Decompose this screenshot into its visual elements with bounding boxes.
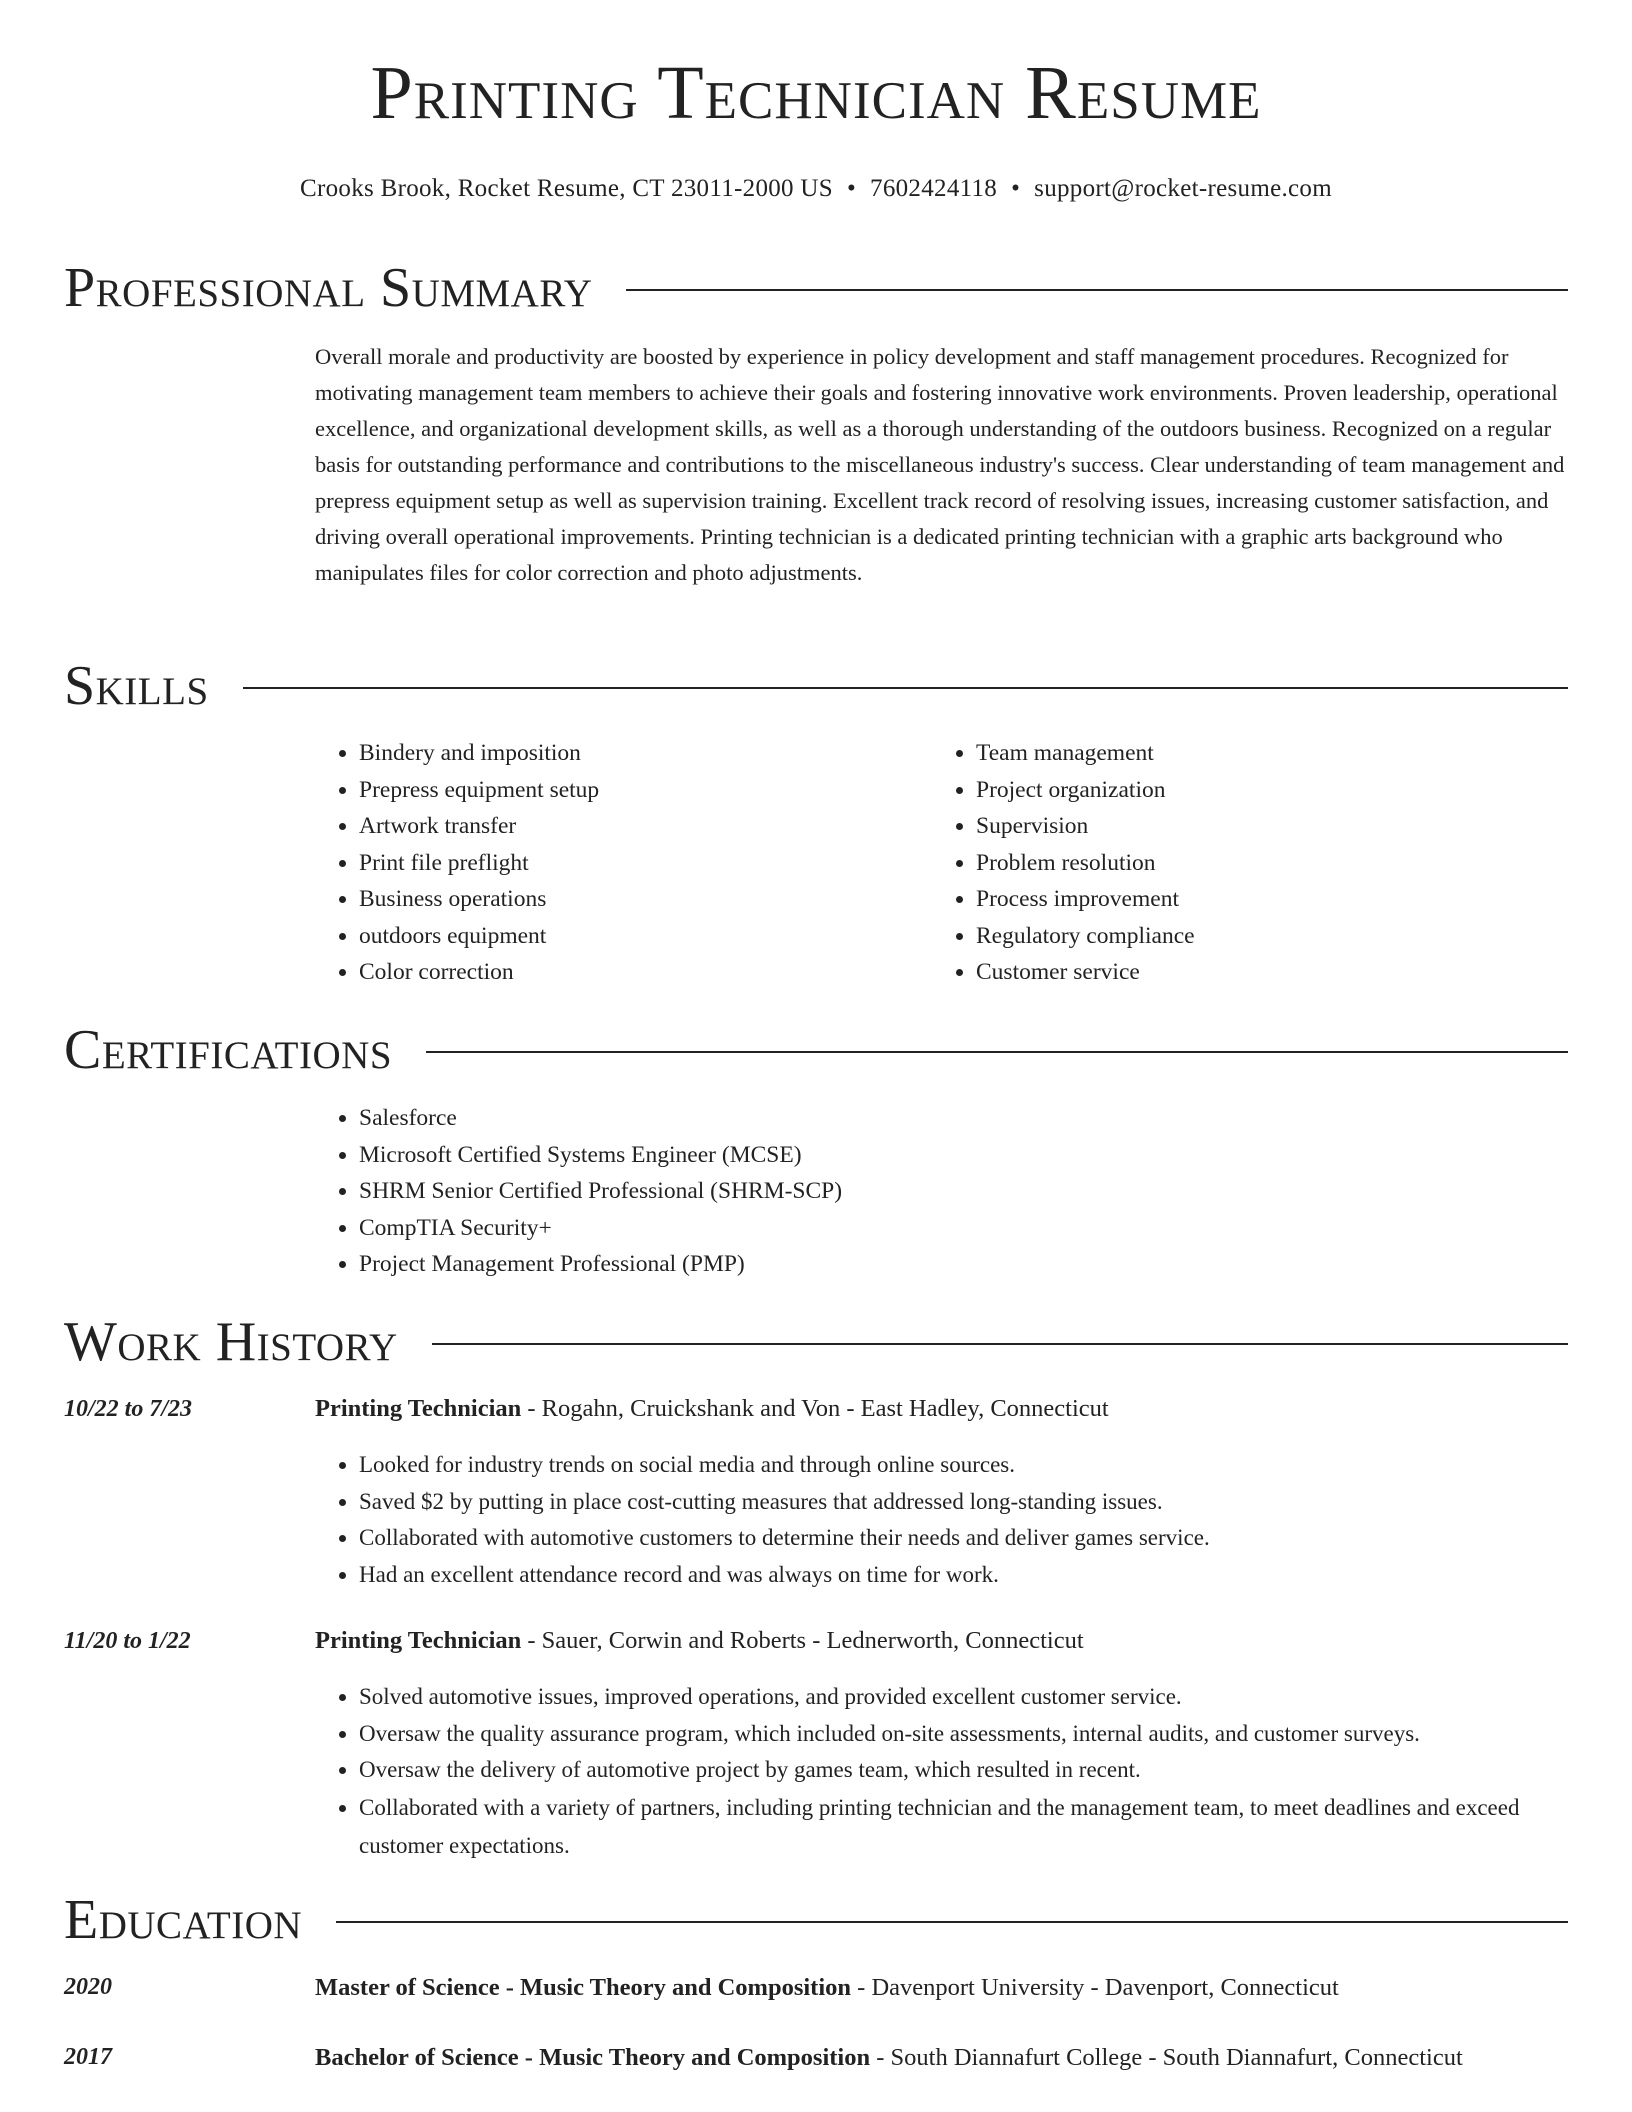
skill-item: • Color correction [359, 954, 875, 991]
education-entry [315, 1968, 1515, 2008]
skills-column-left [315, 735, 875, 991]
education-year: 2020 [64, 1974, 112, 2000]
skill-item: • Team management [976, 735, 1532, 772]
skill-item: • Process improvement [976, 881, 1532, 918]
education-details: - Davenport University - Davenport, Connecticut [851, 1974, 1339, 2001]
section-header-work-history [64, 1311, 1568, 1373]
job-duty-item: • Collaborated with automotive customers to determine their needs and deliver games service. [359, 1520, 1577, 1557]
job-duty-item: • Saved $2 by putting in place cost-cutting measures that addressed long-standing issues. [359, 1484, 1577, 1521]
contact-separator: • [1011, 175, 1021, 202]
contact-separator: • [846, 175, 857, 202]
skill-item: • Prepress equipment setup [359, 772, 875, 809]
education-entry [315, 2038, 1515, 2078]
section-header-education [64, 1889, 1568, 1951]
certifications-list [315, 1100, 1515, 1283]
job-duty-item: • Looked for industry trends on social media and through online sources. [359, 1447, 1577, 1484]
section-title-certifications: Certifications [64, 1019, 393, 1081]
skill-item: • Print file preflight [359, 845, 875, 882]
section-divider [426, 1051, 1568, 1053]
job-duty-item: • Solved automotive issues, improved operations, and provided excellent customer service. [359, 1679, 1577, 1716]
job-dates: 10/22 to 7/23 [64, 1396, 193, 1422]
skills-list-right [932, 735, 1532, 991]
contact-phone: 7602424118 [870, 175, 998, 202]
skill-item: • Business operations [359, 881, 875, 918]
skill-item: • outdoors equipment [359, 918, 875, 955]
job-duty-item: • Oversaw the delivery of automotive project by games team, which resulted in recent. [359, 1752, 1577, 1789]
section-divider [243, 687, 1568, 689]
contact-line [0, 175, 1632, 203]
education-details: - South Diannafurt College - South Diannafurt, Connecticut [870, 2044, 1463, 2071]
skill-item: • Artwork transfer [359, 808, 875, 845]
certification-item: • SHRM Senior Certified Professional (SHRM-SCP) [359, 1173, 1515, 1210]
section-title-summary: Professional Summary [64, 257, 593, 319]
job-duty-item: • Collaborated with a variety of partners, including printing technician and the management team, to meet deadlines and exceed customer expectations. [359, 1789, 1577, 1865]
skill-item: • Bindery and imposition [359, 735, 875, 772]
section-header-certifications [64, 1019, 1568, 1081]
section-title-skills: Skills [64, 655, 209, 717]
education-degree: Master of Science - Music Theory and Composition [315, 1974, 852, 2001]
section-title-education: Education [64, 1889, 303, 1951]
section-header-summary [64, 257, 1568, 319]
skills-list-left [315, 735, 875, 991]
skill-item: • Project organization [976, 772, 1532, 809]
skill-item: • Customer service [976, 954, 1532, 991]
section-divider [432, 1343, 1568, 1345]
job-title: Printing Technician [315, 1627, 522, 1654]
certification-item: • Microsoft Certified Systems Engineer (MCSE) [359, 1137, 1515, 1174]
skill-item: • Problem resolution [976, 845, 1532, 882]
contact-address: Crooks Brook, Rocket Resume, CT 23011-2000 US [300, 175, 833, 202]
certification-item: • Salesforce [359, 1100, 1515, 1137]
section-divider [626, 289, 1568, 291]
certification-item: • CompTIA Security+ [359, 1210, 1515, 1247]
job-duties-list [315, 1679, 1577, 1865]
job-duties-list [315, 1447, 1577, 1593]
certification-item: • Project Management Professional (PMP) [359, 1246, 1515, 1283]
job-duties [315, 1679, 1577, 1865]
job-duties [315, 1447, 1577, 1593]
skill-item: • Regulatory compliance [976, 918, 1532, 955]
section-header-skills [64, 655, 1568, 717]
job-title: Printing Technician [315, 1395, 522, 1422]
job-duty-item: • Oversaw the quality assurance program, which included on-site assessments, internal audits, and customer surveys. [359, 1716, 1577, 1753]
skill-item: • Supervision [976, 808, 1532, 845]
job-details: - Rogahn, Cruickshank and Von - East Hadley, Connecticut [521, 1395, 1109, 1422]
section-divider [336, 1921, 1568, 1923]
job-details: - Sauer, Corwin and Roberts - Lednerworth, Connecticut [521, 1627, 1084, 1654]
skills-column-right [932, 735, 1532, 991]
certifications-block [315, 1100, 1515, 1283]
education-year: 2017 [64, 2044, 112, 2070]
contact-email: support@rocket-resume.com [1034, 175, 1332, 202]
job-header [315, 1395, 1109, 1423]
job-duty-item: • Had an excellent attendance record and was always on time for work. [359, 1557, 1577, 1594]
section-title-work-history: Work History [64, 1311, 398, 1373]
job-header [315, 1627, 1084, 1655]
page-title: Printing Technician Resume [370, 51, 1262, 135]
summary-text: Overall morale and productivity are boosted by experience in policy development and staff management procedures. Recognized for motivating management team members to achieve their goals and fostering innovative work environments. Proven leadership, operational excellence, and organizational development skills, as well as a thorough understanding of the outdoors business. Recognized on a regular basis for outstanding performance and contributions to the miscellaneous industry's success. Clear understanding of team management and prepress equipment setup as well as supervision training. Excellent track record of resolving issues, increasing customer satisfaction, and driving overall operational improvements. Printing technician is a dedicated printing technician with a graphic arts background who manipulates files for color correction and photo adjustments. [315, 344, 1565, 585]
education-degree: Bachelor of Science - Music Theory and Composition [315, 2044, 871, 2071]
job-dates: 11/20 to 1/22 [64, 1628, 191, 1654]
